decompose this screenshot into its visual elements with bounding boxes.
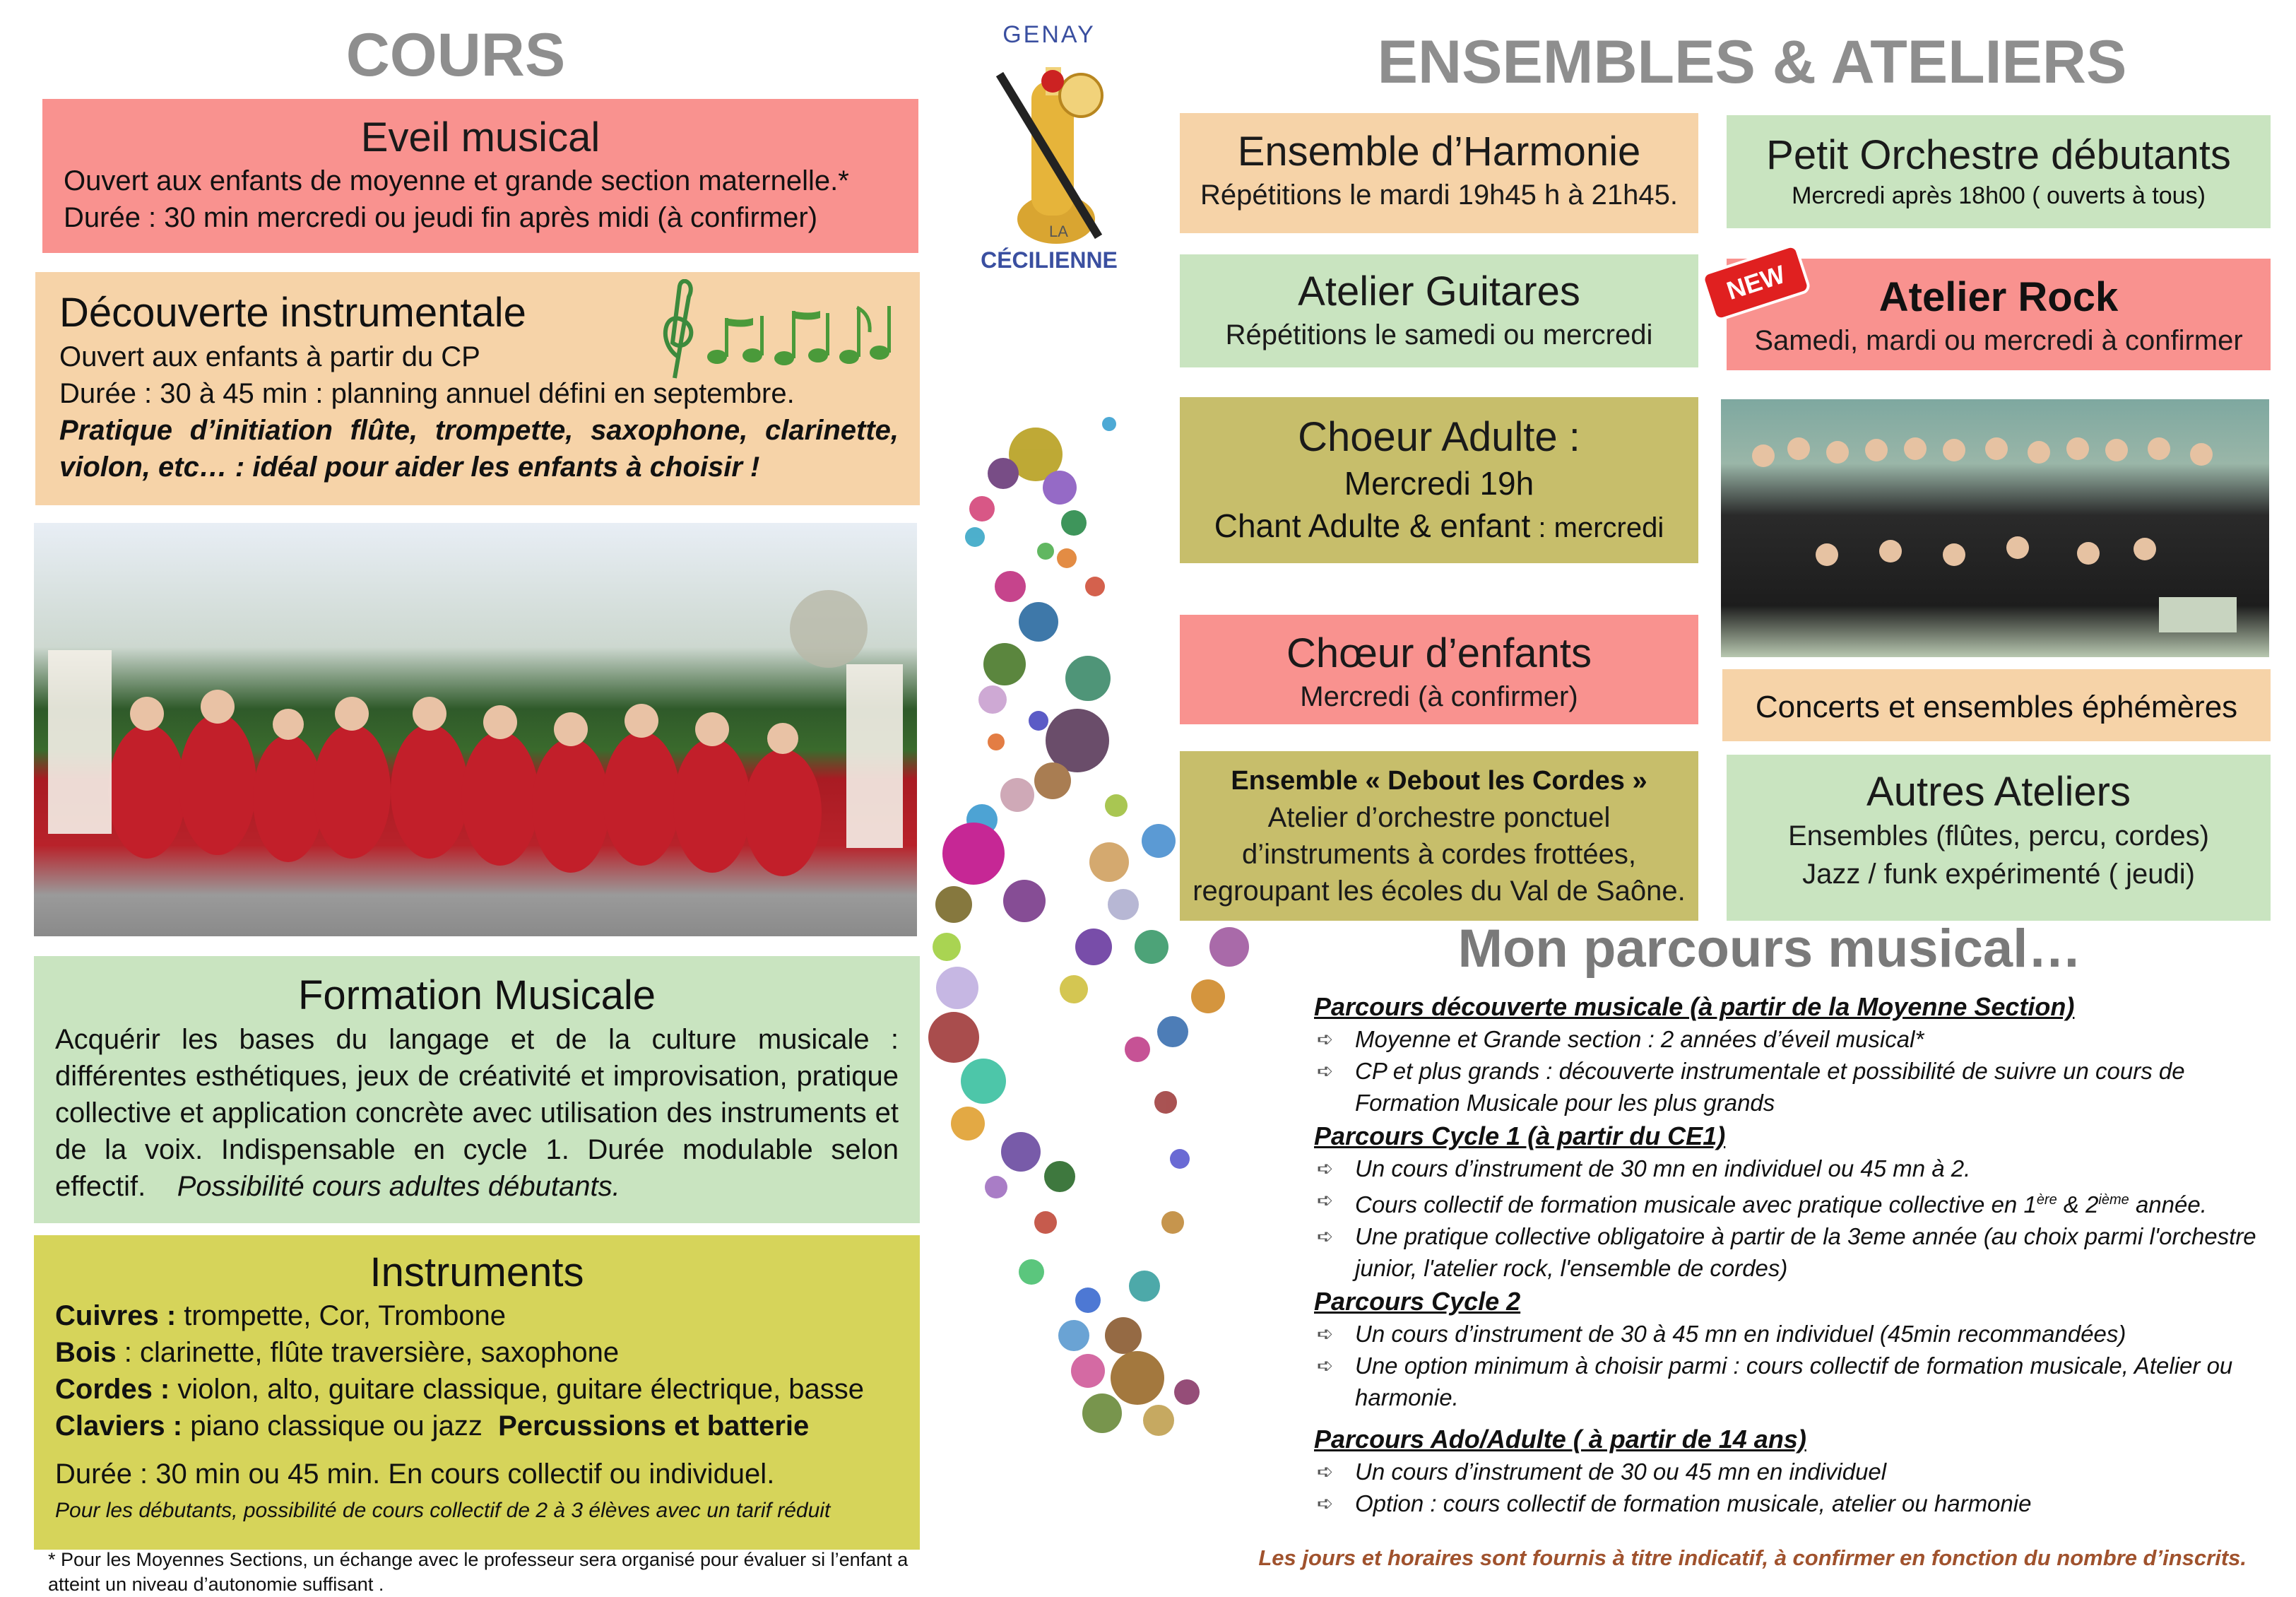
list-item: [1314, 1153, 2275, 1184]
petit-orchestre-box: [1727, 115, 2271, 228]
list-item-text-a: Cours collectif de formation musicale avec pratique collective en 1: [1355, 1191, 2037, 1218]
choeur-adulte-line2b: : mercredi: [1530, 512, 1664, 543]
new-badge: NEW: [1703, 247, 1808, 319]
list-item: [1314, 1350, 2275, 1413]
parcours4-items: [1314, 1456, 2275, 1519]
disclaimer: Les jours et horaires sont fournis à titre indicatif, à confirmer en fonction du nombre d’inscrits.: [1258, 1545, 2247, 1570]
list-item: [1314, 1055, 2275, 1119]
list-item-text-c: année.: [2129, 1191, 2207, 1218]
list-item-text: Un cours d’instrument de 30 à 45 mn en individuel (45min recommandées): [1355, 1321, 2126, 1347]
logo-top-text: GENAY: [1002, 21, 1096, 48]
parcours3-title: Parcours Cycle 2: [1314, 1287, 1521, 1316]
choir-photo: [1721, 399, 2269, 657]
list-item: [1314, 1487, 2275, 1519]
parcours1-title: Parcours découverte musicale (à partir de la Moyenne Section): [1314, 992, 2075, 1021]
arrow-bullet-icon: ➪: [1317, 1028, 1334, 1050]
eveil-text: [64, 163, 897, 236]
cordes-box: [1180, 751, 1698, 921]
harmonie-title: Ensemble d’Harmonie: [1237, 129, 1641, 175]
rock-sub: Samedi, mardi ou mercredi à confirmer: [1754, 325, 2243, 356]
cuivres-label: Cuivres :: [55, 1300, 177, 1331]
music-notes-icon: [657, 279, 897, 385]
parcours4-title: Parcours Ado/Adulte ( à partir de 14 ans): [1314, 1425, 1806, 1454]
cours-heading: COURS: [345, 21, 566, 89]
instruments-title: Instruments: [369, 1249, 584, 1295]
cuivres-value: trompette, Cor, Trombone: [176, 1300, 507, 1331]
arrow-bullet-icon: ➪: [1317, 1323, 1334, 1345]
bois-value: : clarinette, flûte traversière, saxophone: [116, 1337, 620, 1368]
cordes-line1: Atelier d’orchestre ponctuel: [1267, 802, 1611, 833]
choeur-adulte-line1: Mercredi 19h: [1344, 464, 1534, 502]
arrow-bullet-icon: ➪: [1317, 1060, 1334, 1082]
formation-title: Formation Musicale: [297, 972, 656, 1018]
list-item-text: Moyenne et Grande section : 2 années d’éveil musical*: [1355, 1026, 1924, 1052]
instruments-note: Pour les débutants, possibilité de cours collectif de 2 à 3 élèves avec un tarif réduit: [55, 1499, 831, 1522]
parcours2-items: [1314, 1153, 2275, 1284]
decouverte-box: [35, 272, 920, 505]
list-item-text: CP et plus grands : découverte instrumentale et possibilité de suivre un cours de Formation Musicale pour les plus grands: [1355, 1058, 2185, 1116]
instruments-logo-icon: [978, 53, 1120, 251]
parcours3-items: [1314, 1318, 2275, 1413]
cuivres-line: [55, 1297, 899, 1334]
arrow-bullet-icon: ➪: [1317, 1225, 1334, 1247]
footnote: * Pour les Moyennes Sections, un échange avec le professeur sera organisé pour évaluer si l’enfant a atteint un niveau d’autonomie suffisant .: [48, 1549, 909, 1595]
parcours-heading: Mon parcours musical…: [1457, 919, 2082, 979]
sup-ere: ère: [2036, 1192, 2057, 1208]
petit-sub: Mercredi après 18h00 ( ouverts à tous): [1792, 182, 2206, 209]
guitares-title: Atelier Guitares: [1298, 269, 1580, 314]
bois-label: Bois: [55, 1337, 117, 1368]
choeur-adulte-line2a: Chant Adulte & enfant: [1214, 507, 1531, 544]
rock-title: Atelier Rock: [1878, 274, 2119, 320]
autres-title: Autres Ateliers: [1866, 769, 2131, 815]
concerts-box: [1722, 669, 2271, 741]
parcours-list: [1314, 989, 2275, 1519]
parcours2-title: Parcours Cycle 1 (à partir du CE1): [1314, 1121, 1726, 1150]
rock-box: [1727, 259, 2271, 370]
eveil-line1: Ouvert aux enfants de moyenne et grande section maternelle.*: [64, 165, 849, 196]
decouverte-title: Découverte instrumentale: [59, 290, 526, 336]
instruments-box: [34, 1235, 920, 1550]
arrow-bullet-icon: ➪: [1317, 1189, 1334, 1211]
list-item: [1314, 1184, 2275, 1220]
list-item-text: Une pratique collective obligatoire à partir de la 3eme année (au choix parmi l'orchestre junior, l'atelier rock, l'ensemble de cordes): [1355, 1223, 2256, 1281]
cordes-value: violon, alto, guitare classique, guitare électrique, basse: [170, 1374, 865, 1405]
decouverte-line1: Ouvert aux enfants à partir du CP: [59, 341, 480, 372]
concerts-text: Concerts et ensembles éphémères: [1755, 690, 2238, 724]
treble-clef-bubbles: [925, 410, 1321, 1484]
choeur-adulte-line2: [1180, 505, 1698, 549]
autres-line2: Jazz / funk expérimenté ( jeudi): [1802, 858, 2195, 890]
choeur-enfants-sub: Mercredi (à confirmer): [1300, 680, 1578, 712]
logo-bottom-text: CÉCILIENNE: [981, 247, 1118, 273]
parcours1-items: [1314, 1023, 2275, 1119]
bois-line: [55, 1334, 899, 1371]
instruments-duree: Durée : 30 min ou 45 min. En cours collectif ou individuel.: [55, 1458, 775, 1490]
band-photo-figures: [34, 523, 917, 936]
band-photo: [34, 523, 917, 936]
guitares-sub: Répétitions le samedi ou mercredi: [1225, 319, 1653, 350]
eveil-title: Eveil musical: [360, 114, 600, 160]
cordes-line2: d’instruments à cordes frottées,: [1241, 839, 1637, 870]
cordes-label: Cordes :: [55, 1374, 170, 1405]
guitares-box: [1180, 254, 1698, 367]
harmonie-sub: Répétitions le mardi 19h45 h à 21h45.: [1200, 179, 1678, 211]
arrow-bullet-icon: ➪: [1317, 1157, 1334, 1179]
claviers-line: [55, 1408, 899, 1444]
choeur-enfants-title: Chœur d’enfants: [1286, 630, 1592, 676]
list-item-text: Un cours d’instrument de 30 mn en individuel ou 45 mn à 2.: [1355, 1155, 1971, 1181]
logo: [964, 21, 1134, 283]
list-item-text-b: & 2: [2057, 1191, 2099, 1218]
claviers-label: Claviers :: [55, 1410, 183, 1442]
arrow-bullet-icon: ➪: [1317, 1461, 1334, 1483]
list-item-text: Option : cours collectif de formation musicale, atelier ou harmonie: [1355, 1490, 2032, 1516]
eveil-musical-box: [42, 99, 918, 253]
petit-title: Petit Orchestre débutants: [1766, 132, 2231, 178]
arrow-bullet-icon: ➪: [1317, 1355, 1334, 1377]
logo-middle-text: LA: [1049, 223, 1068, 240]
list-item-text: Un cours d’instrument de 30 ou 45 mn en individuel: [1355, 1458, 1887, 1485]
claviers-value: piano classique ou jazz: [182, 1410, 483, 1442]
list-item: [1314, 1318, 2275, 1350]
decouverte-line2: Durée : 30 à 45 min : planning annuel défini en septembre.: [59, 378, 795, 409]
list-item: [1314, 1023, 2275, 1055]
autres-line1: Ensembles (flûtes, percu, cordes): [1788, 820, 2209, 851]
choeur-adulte-box: [1180, 397, 1698, 563]
autres-box: [1727, 755, 2271, 921]
list-item: [1314, 1220, 2275, 1284]
percussions-label: Percussions et batterie: [498, 1410, 810, 1442]
list-item: [1314, 1456, 2275, 1487]
sup-ieme: ième: [2098, 1192, 2129, 1208]
choir-photo-figures: [1721, 399, 2269, 657]
list-item-text: Une option minimum à choisir parmi : cours collectif de formation musicale, Atelier ou harmonie.: [1355, 1353, 2233, 1410]
instruments-list: [55, 1297, 899, 1526]
cordes-line: [55, 1371, 899, 1408]
choeur-adulte-title: Choeur Adulte :: [1298, 414, 1580, 460]
formation-body: Acquérir les bases du langage et de la culture musicale : différentes esthétiques, jeux de créativité et improvisation, pratique collective et application concrète avec utilisation des instruments et de la voix. Indispensable en cycle 1. Durée modulable selon effectif.: [55, 1024, 899, 1202]
cordes-line3: regroupant les écoles du Val de Saône.: [1193, 876, 1686, 907]
arrow-bullet-icon: ➪: [1317, 1492, 1334, 1514]
decouverte-line3: Pratique d’initiation flûte, trompette, saxophone, clarinette, violon, etc… : idéal pour aider les enfants à choisir !: [59, 415, 899, 483]
eveil-line2: Durée : 30 min mercredi ou jeudi fin après midi (à confirmer): [64, 201, 818, 233]
formation-italic: Possibilité cours adultes débutants.: [177, 1171, 620, 1202]
formation-text: [55, 1021, 899, 1205]
ensembles-heading: ENSEMBLES & ATELIERS: [1377, 28, 2127, 96]
harmonie-box: [1180, 113, 1698, 233]
formation-musicale-box: [34, 956, 920, 1223]
choeur-enfants-box: [1180, 615, 1698, 724]
cordes-title: Ensemble « Debout les Cordes »: [1231, 766, 1647, 796]
